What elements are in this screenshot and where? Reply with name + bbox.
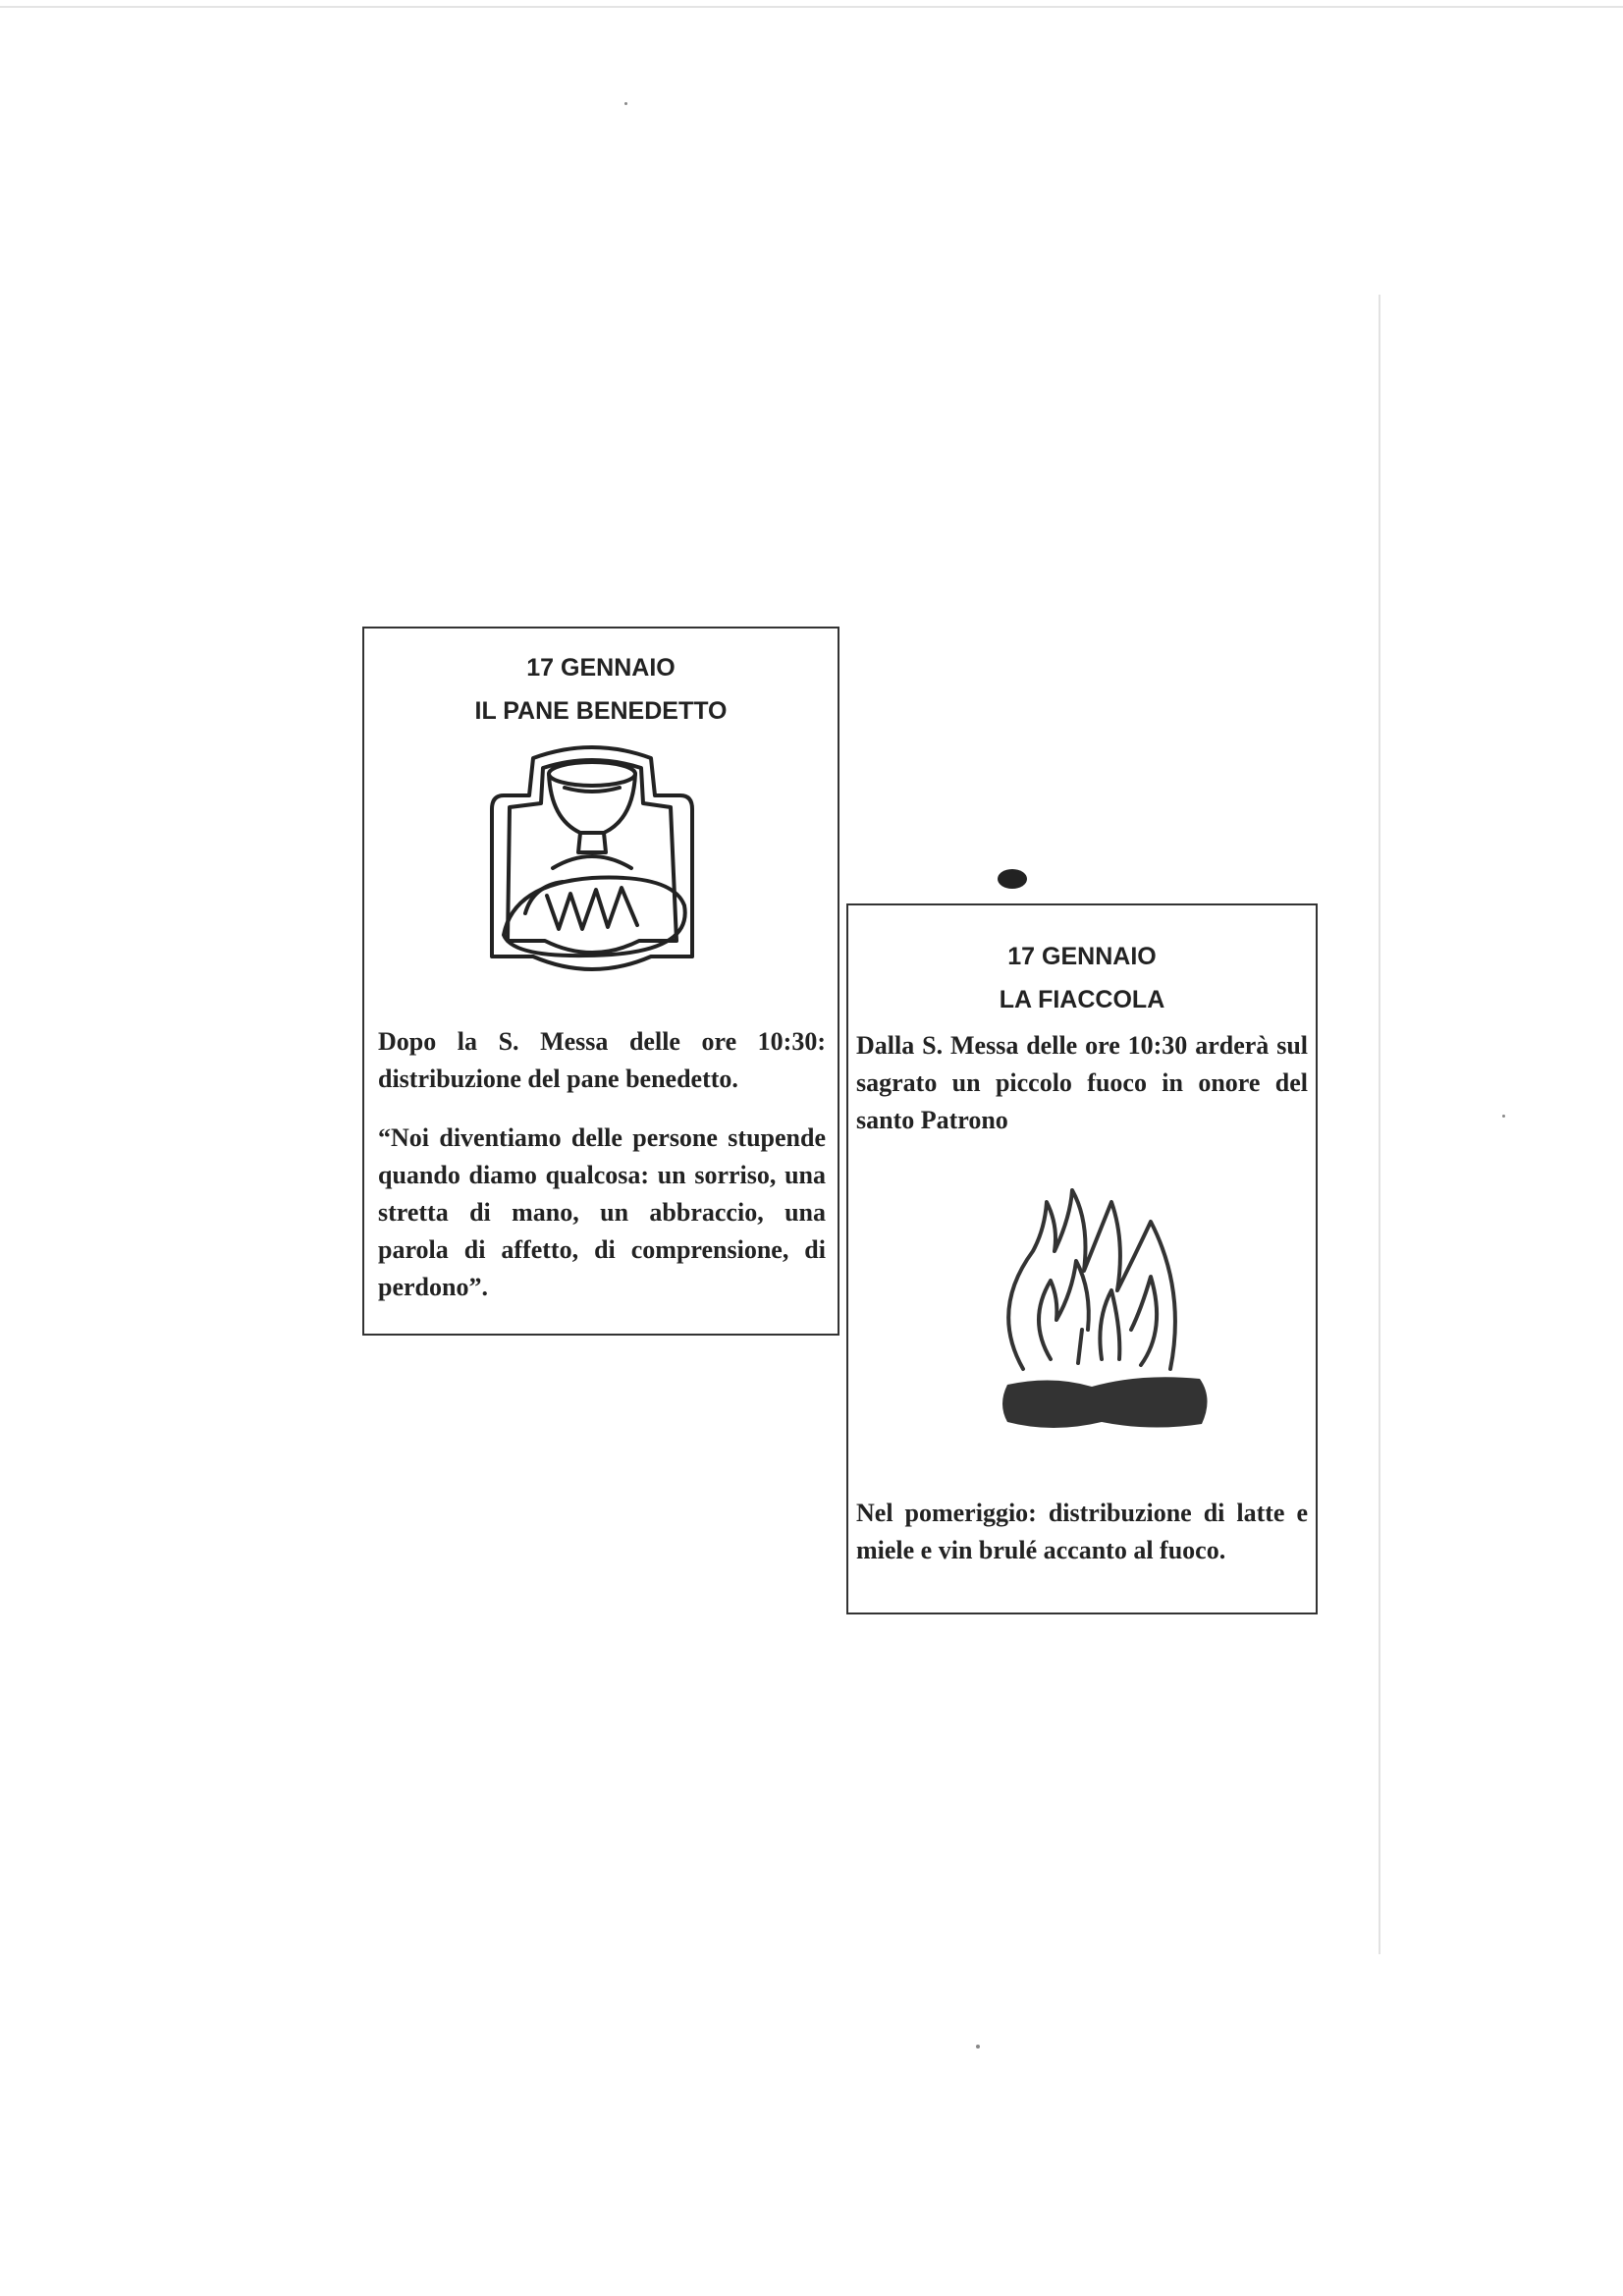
card-bread-paragraph-1: Dopo la S. Messa delle ore 10:30: distribuzione del pane benedetto.	[378, 1027, 826, 1093]
card-bread	[362, 627, 839, 1336]
ink-blot	[998, 869, 1027, 889]
card-bread-date: 17 GENNAIO	[526, 654, 676, 682]
scan-top-edge	[0, 6, 1623, 8]
card-bread-paragraph-2: “Noi diventiamo delle persone stupende quando diamo qualcosa: un sorriso, una stretta di mano, un abbraccio, una parola di affetto, di comprensione, di perdono”.	[378, 1123, 826, 1301]
card-bread-text	[378, 1023, 826, 1306]
card-torch-paragraph-2: Nel pomeriggio: distribuzione di latte e miele e vin brulé accanto al fuoco.	[856, 1499, 1308, 1564]
chalice-bread-icon	[474, 738, 710, 984]
card-torch-paragraph-1: Dalla S. Messa delle ore 10:30 arderà sul sagrato un piccolo fuoco in onore del santo Patrono	[856, 1031, 1308, 1134]
card-torch-date: 17 GENNAIO	[1007, 943, 1157, 970]
card-bread-title: IL PANE BENEDETTO	[474, 697, 728, 725]
card-torch-text-2	[856, 1495, 1308, 1569]
fire-icon	[994, 1182, 1219, 1438]
speck	[1502, 1115, 1505, 1118]
card-torch	[846, 903, 1318, 1614]
speck	[976, 2045, 980, 2049]
scan-right-edge	[1379, 295, 1380, 1954]
card-torch-text-1	[856, 1027, 1308, 1139]
speck	[624, 102, 627, 105]
card-torch-title: LA FIACCOLA	[999, 986, 1165, 1013]
